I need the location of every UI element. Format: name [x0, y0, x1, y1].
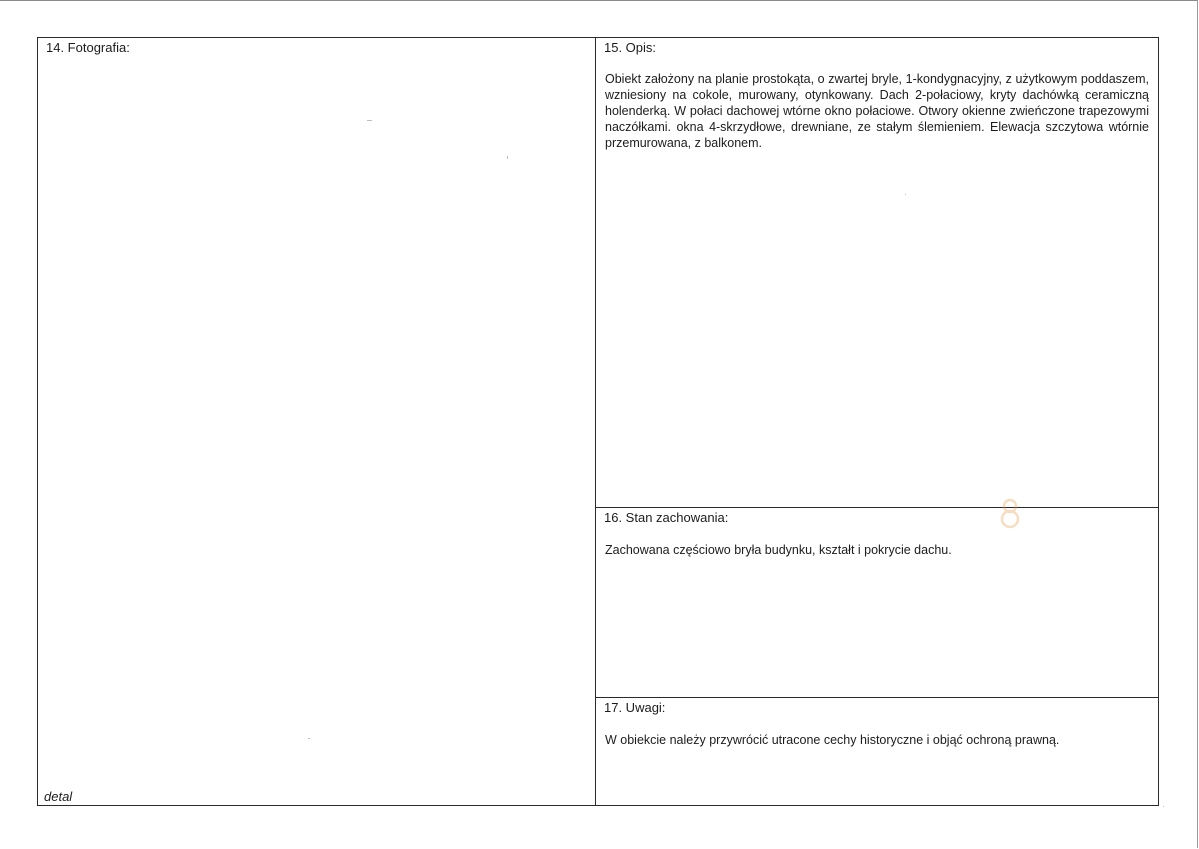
record-form — [37, 37, 1159, 806]
condition-heading: 16. Stan zachowania: — [604, 510, 729, 525]
photo-heading: 14. Fotografia: — [46, 40, 130, 55]
notes-heading: 17. Uwagi: — [604, 700, 666, 715]
photo-caption: detal — [44, 789, 73, 804]
photo-section — [38, 38, 596, 805]
stamp-mark — [1000, 497, 1020, 529]
description-heading: 15. Opis: — [604, 40, 657, 55]
condition-text: Zachowana częściowo bryła budynku, kształt i pokrycie dachu. — [605, 543, 952, 557]
notes-section — [596, 698, 1158, 805]
description-section — [596, 38, 1158, 508]
condition-section — [596, 508, 1158, 698]
notes-text: W obiekcie należy przywrócić utracone cechy historyczne i objąć ochroną prawną. — [605, 733, 1060, 747]
photo-area — [38, 58, 595, 785]
description-text: Obiekt założony na planie prostokąta, o zwartej bryle, 1-kondygnacyjny, z użytkowym poddaszem, wzniesiony na cokole, murowany, otynkowany. Dach 2-połaciowy, kryty dachówką ceramiczną holenderką. W połaci dachowej wtórne okno połaciowe. Otwory okienne zwieńczone trapezowymi naczółkami. okna 4-skrzydłowe, drewniane, ze stałym ślemieniem. Elewacja szczytowa wtórnie przemurowana, z balkonem. — [605, 72, 1149, 150]
